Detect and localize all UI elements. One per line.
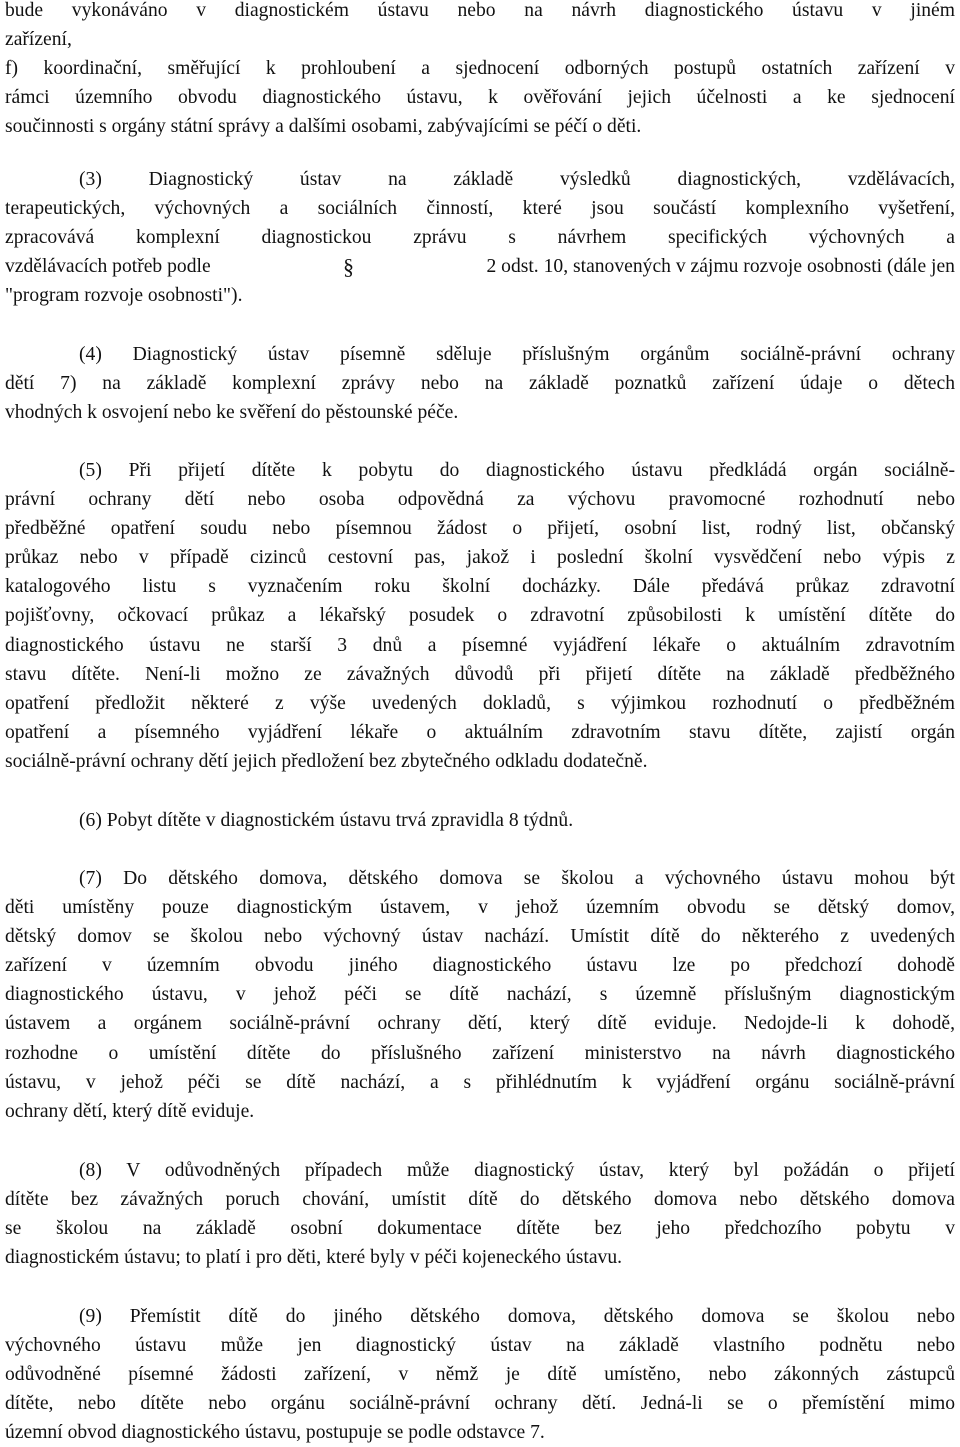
text-line: (5) Při přijetí dítěte k pobytu do diagnostického ústavu předkládá orgán sociálně- xyxy=(79,460,955,481)
text-line: opatření a písemného vyjádření lékaře o aktuálním zdravotním stavu dítěte, zajistí orgán xyxy=(5,721,955,743)
text-line: f) koordinační, směřující k prohloubení a sjednocení odborných postupů ostatních zařízení v xyxy=(5,58,955,80)
text-line: sociálně-právní ochrany dětí jejich předložení bez zbytečného odkladu dodatečně. xyxy=(5,750,648,772)
paragraph-4 xyxy=(5,340,955,427)
text-line: opatření předložit některé z výše uvedených dokladů, s výjimkou rozhodnutí o předběžném xyxy=(5,692,955,714)
text-fragment: vzdělávacích potřeb podle xyxy=(5,256,211,278)
text-line: se školou na základě osobní dokumentace dítěte bez jeho předchozího pobytu v xyxy=(5,1218,955,1240)
text-line: diagnostického ústavu ne starší 3 dnů a písemné vyjádření lékaře o aktuálním zdravotním xyxy=(5,634,955,656)
text-line: ústavem a orgánem sociálně-právní ochrany dětí, který dítě eviduje. Nedojde-li k dohodě, xyxy=(5,1013,955,1035)
paragraph-6 xyxy=(5,806,955,835)
text-line: bude vykonáváno v diagnostickém ústavu nebo na návrh diagnostického ústavu v jiném xyxy=(5,0,955,21)
paragraph-7 xyxy=(5,864,955,1126)
text-line: rozhodne o umístění dítěte do příslušného zařízení ministerstvo na návrh diagnostického xyxy=(5,1042,955,1064)
text-line: rámci územního obvodu diagnostického ústavu, k ověřování jejich účelnosti a ke sjednocení xyxy=(5,87,955,109)
text-line: dítěte, nebo dítěte nebo orgánu sociálně-právní ochrany dětí. Jedná-li se o přemístění mimo xyxy=(5,1393,955,1415)
text-line: katalogového listu s vyznačením roku školní docházky. Dále předává průkaz zdravotní xyxy=(5,576,955,598)
text-line: "program rozvoje osobnosti"). xyxy=(5,285,243,307)
text-line: dětí 7) na základě komplexní zprávy nebo na základě poznatků zařízení údaje o dětech xyxy=(5,373,955,395)
text-line: (8) V odůvodněných případech může diagnostický ústav, který byl požádán o přijetí xyxy=(79,1160,955,1181)
text-fragment: 2 odst. 10, stanovených v zájmu rozvoje osobnosti (dále jen xyxy=(486,256,955,278)
text-line: stavu dítěte. Není-li možno ze závažných důvodů při přijetí dítěte na základě předběžného xyxy=(5,663,955,685)
text-line: diagnostického ústavu, v jehož péči se dítě nachází, s územně příslušným diagnostickým xyxy=(5,984,955,1006)
text-line: (9) Přemístit dítě do jiného dětského domova, dětského domova se školou nebo xyxy=(79,1306,955,1327)
text-line: terapeutických, výchovných a sociálních činností, které jsou součástí komplexního vyšetření, xyxy=(5,198,955,220)
section-sign: § xyxy=(343,254,355,280)
text-line: ústavu, v jehož péči se dítě nachází, a s přihlédnutím k vyjádření orgánu sociálně-právní xyxy=(5,1071,955,1093)
text-line: diagnostickém ústavu; to platí i pro děti, které byly v péči kojeneckého ústavu. xyxy=(5,1247,623,1269)
text-line: odůvodněné písemné žádosti zařízení, v němž je dítě umístěno, nebo zákonných zástupců xyxy=(5,1364,955,1386)
text-line: zařízení v územním obvodu jiného diagnostického ústavu lze po předchozí dohodě xyxy=(5,955,955,977)
text-line: právní ochrany dětí nebo osoba odpovědná za výchovu pravomocné rozhodnutí nebo xyxy=(5,489,955,511)
text-line: předběžné opatření soudu nebo písemnou žádost o přijetí, osobní list, rodný list, občanský xyxy=(5,518,955,540)
text-line: (6) Pobyt dítěte v diagnostickém ústavu trvá zpravidla 8 týdnů. xyxy=(79,810,574,831)
text-line: dětský domov se školou nebo výchovný ústav nachází. Umístit dítě do některého z uvedených xyxy=(5,926,955,948)
text-line: děti umístěny pouze diagnostickým ústavem, v jehož územním obvodu se dětský domov, xyxy=(5,897,955,919)
paragraph-continuation xyxy=(5,0,955,141)
text-line: územní obvod diagnostického ústavu, postupuje se podle odstavce 7. xyxy=(5,1422,545,1444)
text-line: zařízení, xyxy=(5,29,72,51)
text-line: dítěte bez závažných poruch chování, umístit dítě do dětského domova nebo dětského domova xyxy=(5,1189,955,1211)
text-line: pojišťovny, očkovací průkaz a lékařský posudek o zdravotní způsobilosti k umístění dítěte do xyxy=(5,605,955,627)
text-line: součinnosti s orgány státní správy a dalšími osobami, zabývajícími se péčí o děti. xyxy=(5,116,642,138)
text-line: (3) Diagnostický ústav na základě výsledků diagnostických, vzdělávacích, xyxy=(79,169,955,190)
text-line: průkaz nebo v případě cizinců cestovní pas, jakož i poslední školní vysvědčení nebo výpis z xyxy=(5,547,955,569)
text-line: (4) Diagnostický ústav písemně sděluje příslušným orgánům sociálně-právní ochrany xyxy=(79,344,955,365)
paragraph-9 xyxy=(5,1302,955,1447)
text-line-with-section xyxy=(5,252,955,281)
paragraph-8 xyxy=(5,1156,955,1272)
paragraph-5 xyxy=(5,456,955,776)
text-line: vhodných k osvojení nebo ke svěření do pěstounské péče. xyxy=(5,402,459,424)
text-line: (7) Do dětského domova, dětského domova se školou a výchovného ústavu mohou být xyxy=(79,868,955,889)
text-line: ochrany dětí, který dítě eviduje. xyxy=(5,1100,255,1122)
paragraph-3 xyxy=(5,165,955,310)
text-line: výchovného ústavu může jen diagnostický ústav na základě vlastního podnětu nebo xyxy=(5,1335,955,1357)
text-line: zpracovává komplexní diagnostickou zprávu s návrhem specifických výchovných a xyxy=(5,227,955,249)
